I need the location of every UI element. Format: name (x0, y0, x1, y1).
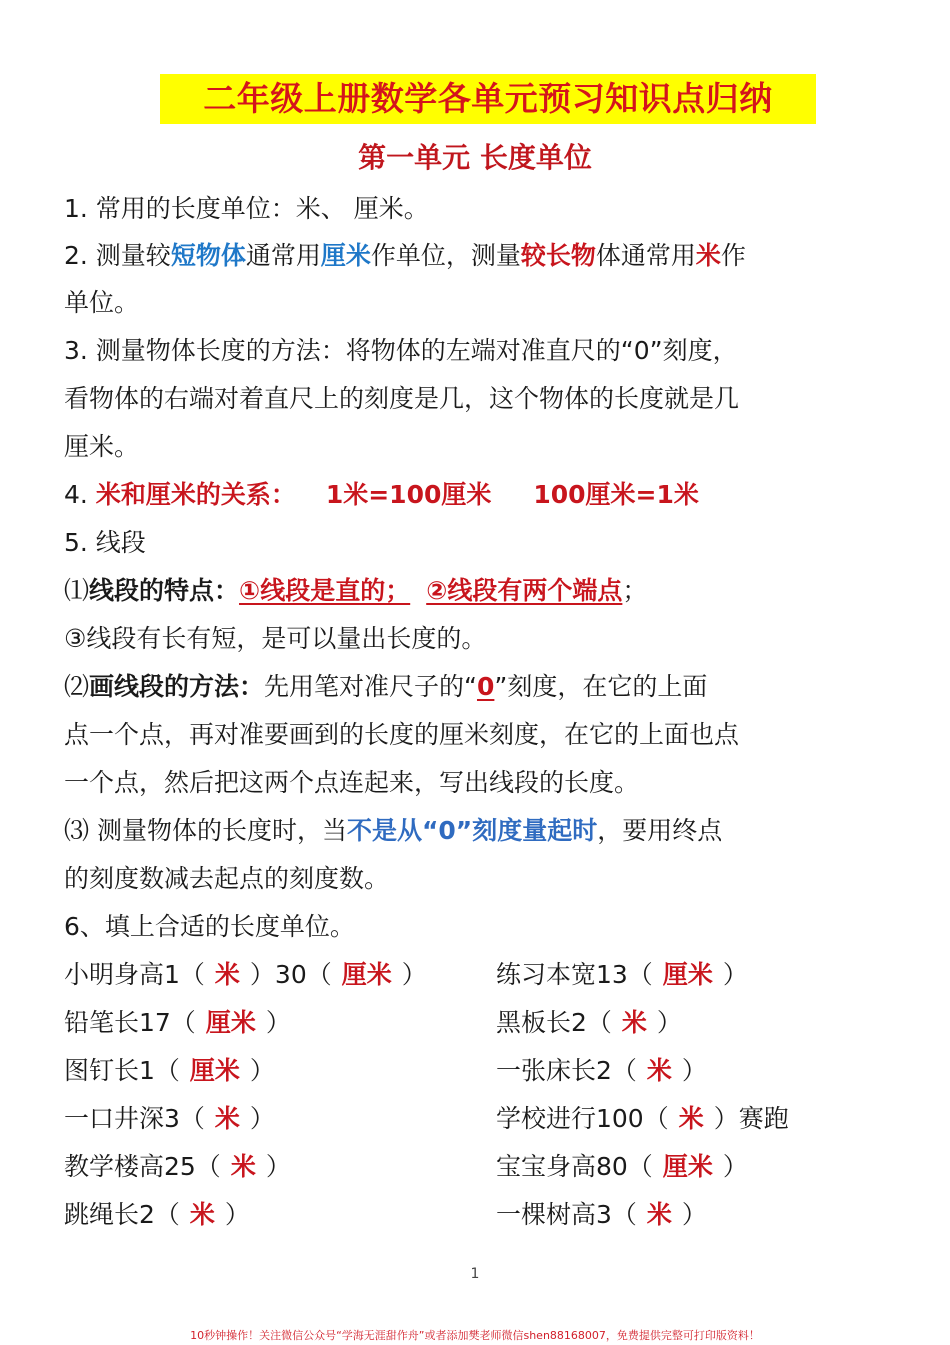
point-2-line-2: 单位。 (64, 288, 140, 317)
fill-answer: 米 (189, 1200, 215, 1229)
fill-answer: 厘米 (205, 1008, 256, 1037)
page-title: 二年级上册数学各单元预习知识点归纳 (160, 74, 816, 124)
fill-text: 黑板长2（ (496, 1008, 612, 1037)
fill-text: 宝宝身高80（ (496, 1152, 653, 1181)
fill-answer: 厘米 (189, 1056, 240, 1085)
p51-end: ； (622, 576, 648, 605)
p2-text-g: 体通常用 (595, 241, 696, 270)
p2-long-object: 较长物 (520, 241, 596, 270)
fill-text: 学校进行100（ (496, 1104, 669, 1133)
fill-answer: 米 (214, 1104, 240, 1133)
p52-label: 画线段的方法： (89, 672, 265, 701)
p52-text-b: ”刻度，在它的上面 (494, 672, 708, 701)
fill-row-5-left (64, 1147, 291, 1187)
fill-text: ） (401, 960, 427, 989)
point-1: 1. 常用的长度单位：米、 厘米。 (64, 194, 429, 223)
p51-feature-2: ②线段有两个端点 (426, 576, 623, 605)
fill-text: 一口井深3（ (64, 1104, 205, 1133)
point-3-line-1: 3. 测量物体长度的方法：将物体的左端对准直尺的“0”刻度， (64, 336, 738, 365)
point-5-3-line-1 (64, 811, 722, 851)
p4-eq2: 100厘米=1米 (533, 480, 699, 509)
fill-text: ） (265, 1152, 291, 1181)
p2-short-object: 短物体 (170, 241, 246, 270)
fill-answer: 米 (678, 1104, 704, 1133)
fill-text: 一棵树高3（ (496, 1200, 637, 1229)
fill-row-3-right (496, 1051, 707, 1091)
p52-zero: 0 (476, 672, 495, 701)
p2-text-a: 2. 测量较 (64, 241, 171, 270)
p51-label: 线段的特点： (89, 576, 240, 605)
fill-row-4-right (496, 1099, 789, 1139)
fill-text: 跳绳长2（ (64, 1200, 180, 1229)
p2-text-e: 作单位，测量 (370, 241, 521, 270)
fill-row-6-right (496, 1195, 707, 1235)
p52-num: ⑵ (64, 672, 90, 701)
point-3-line-3: 厘米。 (64, 432, 140, 461)
p2-text-i: 作 (720, 241, 746, 270)
fill-text: ） (681, 1200, 707, 1229)
point-5-1-line-1 (64, 571, 647, 611)
point-6: 6、填上合适的长度单位。 (64, 912, 355, 941)
fill-row-6-left (64, 1195, 250, 1235)
p53-text-c: ，要用终点 (597, 816, 723, 845)
fill-text: ） (249, 1104, 275, 1133)
fill-row-5-right (496, 1147, 748, 1187)
fill-answer: 米 (646, 1056, 672, 1085)
fill-text: ） (722, 1152, 748, 1181)
point-4 (64, 475, 699, 515)
fill-text: ） (249, 1056, 275, 1085)
fill-answer: 米 (230, 1152, 256, 1181)
fill-text: 铅笔长17（ (64, 1008, 196, 1037)
footer-notice: 10秒钟操作！关注微信公众号“学海无涯甜作舟”或者添加樊老师微信shen88168007，免费提供完整可打印版资料！ (190, 1329, 760, 1342)
p51-num: ⑴ (64, 576, 90, 605)
p4-eq1: 1米=100厘米 (325, 480, 492, 509)
p4-label: 米和厘米的关系： (95, 480, 296, 509)
fill-text: 图钉长1（ (64, 1056, 180, 1085)
fill-text: ） (224, 1200, 250, 1229)
fill-row-2-right (496, 1003, 682, 1043)
fill-text: ）赛跑 (713, 1104, 789, 1133)
p2-text-c: 通常用 (245, 241, 321, 270)
p4-num: 4. (64, 480, 96, 509)
fill-row-1-left (64, 955, 427, 995)
point-5-1-line-2: ③线段有长有短，是可以量出长度的。 (64, 624, 487, 653)
fill-text: 练习本宽13（ (496, 960, 653, 989)
p2-meter: 米 (695, 241, 721, 270)
page-number: 1 (470, 1266, 480, 1282)
unit-title: 第一单元 长度单位 (358, 141, 592, 174)
fill-answer: 厘米 (662, 1152, 713, 1181)
fill-text: ） (656, 1008, 682, 1037)
point-3-line-2: 看物体的右端对着直尺上的刻度是几，这个物体的长度就是几 (64, 384, 740, 413)
fill-row-2-left (64, 1003, 291, 1043)
point-5-2-line-3: 一个点，然后把这两个点连起来，写出线段的长度。 (64, 768, 640, 797)
fill-answer: 厘米 (662, 960, 713, 989)
fill-answer: 厘米 (341, 960, 392, 989)
point-2-line-1 (64, 236, 746, 276)
p52-text-a: 先用笔对准尺子的“ (264, 672, 477, 701)
p51-feature-1: ①线段是直的； (239, 576, 411, 605)
fill-text: ）30（ (249, 960, 332, 989)
fill-text: ） (722, 960, 748, 989)
fill-row-3-left (64, 1051, 275, 1091)
point-5-2-line-1 (64, 667, 707, 707)
fill-text: 小明身高1（ (64, 960, 205, 989)
fill-text: ） (681, 1056, 707, 1085)
fill-row-4-left (64, 1099, 275, 1139)
point-5-2-line-2: 点一个点，再对准要画到的长度的厘米刻度，在它的上面也点 (64, 720, 740, 749)
p53-highlight: 不是从“0”刻度量起时 (346, 816, 598, 845)
point-5-3-line-2: 的刻度数减去起点的刻度数。 (64, 864, 390, 893)
fill-row-1-right (496, 955, 748, 995)
p2-centimeter: 厘米 (320, 241, 371, 270)
point-5: 5. 线段 (64, 528, 146, 557)
fill-text: 教学楼高25（ (64, 1152, 221, 1181)
p53-text-a: ⑶ 测量物体的长度时，当 (64, 816, 347, 845)
fill-text: ） (265, 1008, 291, 1037)
fill-answer: 米 (214, 960, 240, 989)
fill-answer: 米 (646, 1200, 672, 1229)
fill-text: 一张床长2（ (496, 1056, 637, 1085)
fill-answer: 米 (621, 1008, 647, 1037)
